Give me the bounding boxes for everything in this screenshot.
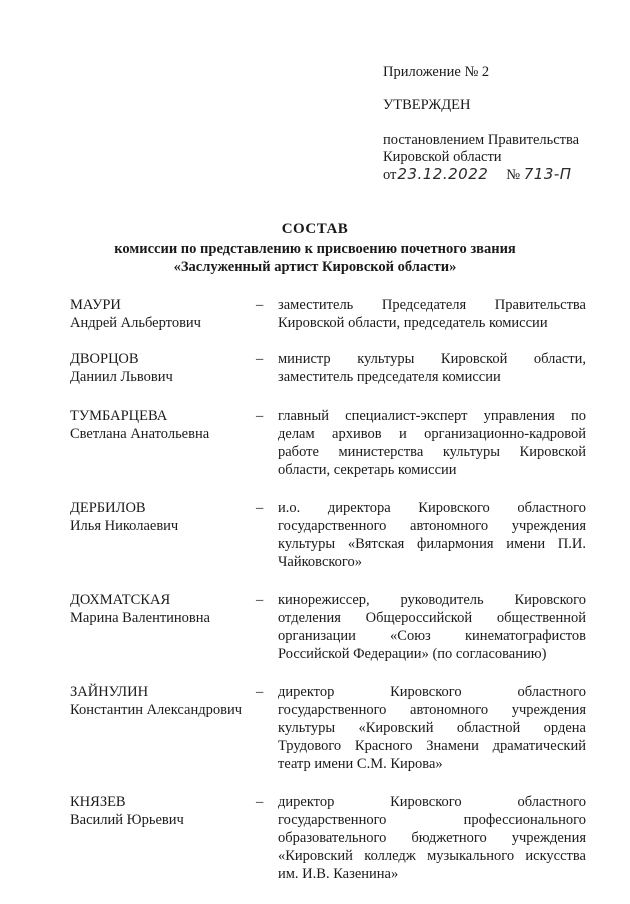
member-name (70, 296, 255, 332)
number-label: № (506, 167, 521, 183)
date-prefix: от (383, 167, 397, 183)
member-dash: – (256, 500, 264, 516)
member-name (70, 793, 255, 829)
member-surname: КНЯЗЕВ (70, 794, 126, 810)
member-dash: – (256, 408, 264, 424)
member-name (70, 683, 255, 719)
member-role: министр культуры Кировской области, заместитель председателя комиссии (278, 351, 586, 385)
member-dash: – (256, 794, 264, 810)
title-line-2: комиссии по представлению к присвоению почетного звания (114, 241, 516, 257)
member-role: и.о. директора Кировского областного государственного автономного учреждения культуры «Вятская филармония имени П.И. Чайковского» (278, 500, 586, 570)
resolution-line-2: Кировской области (383, 149, 502, 165)
member-dash: – (256, 684, 264, 700)
member-surname: ДЕРБИЛОВ (70, 500, 146, 516)
appendix-label: Приложение № 2 (383, 64, 490, 80)
member-role: директор Кировского областного государственного автономного учреждения культуры «Кировский областной ордена Трудового Красного Знамени драматический театр имени С.М. Кирова» (278, 684, 586, 772)
handwritten-number: 713-П (523, 165, 572, 183)
resolution-date-line (383, 166, 613, 184)
title-line-3: «Заслуженный артист Кировской области» (173, 259, 457, 275)
members-list (70, 296, 590, 883)
member-given-name: Светлана Анатольевна (70, 426, 210, 442)
member-role: директор Кировского областного государственного профессионального образовательного бюджетного учреждения «Кировский колледж музыкального искусства им. И.В. Казенина» (278, 794, 586, 882)
member-given-name: Даниил Львович (70, 369, 173, 385)
approval-header (383, 64, 613, 184)
member-row (70, 350, 590, 386)
member-given-name: Василий Юрьевич (70, 812, 184, 828)
member-name (70, 591, 255, 627)
document-title (0, 220, 630, 276)
member-surname: ДОХМАТСКАЯ (70, 592, 171, 608)
resolution-line-1: постановлением Правительства (383, 132, 580, 148)
member-surname: МАУРИ (70, 297, 121, 313)
member-role: кинорежиссер, руководитель Кировского отделения Общероссийской общественной организации «Союз кинематографистов Российской Федерации» (по согласованию) (278, 592, 586, 662)
member-surname: ЗАЙНУЛИН (70, 684, 149, 700)
member-name (70, 499, 255, 535)
member-given-name: Константин Александрович (70, 702, 242, 718)
member-dash: – (256, 592, 264, 608)
member-given-name: Марина Валентиновна (70, 610, 210, 626)
approved-label: УТВЕРЖДЕН (383, 97, 471, 113)
title-main: СОСТАВ (281, 221, 349, 237)
member-given-name: Андрей Альбертович (70, 315, 201, 331)
member-name (70, 407, 255, 443)
member-row (70, 591, 590, 663)
member-row (70, 499, 590, 571)
member-dash: – (256, 351, 264, 367)
member-given-name: Илья Николаевич (70, 518, 179, 534)
member-row (70, 296, 590, 332)
member-role: заместитель Председателя Правительства Кировской области, председатель комиссии (278, 297, 586, 331)
member-name (70, 350, 255, 386)
handwritten-date: 23.12.2022 (397, 165, 489, 183)
member-role: главный специалист-эксперт управления по делам архивов и организационно-кадровой работе министерства культуры Кировской области, секретарь комиссии (278, 408, 586, 478)
member-row (70, 683, 590, 773)
member-surname: ТУМБАРЦЕВА (70, 408, 168, 424)
member-row (70, 407, 590, 479)
member-dash: – (256, 297, 264, 313)
member-surname: ДВОРЦОВ (70, 351, 139, 367)
member-row (70, 793, 590, 883)
